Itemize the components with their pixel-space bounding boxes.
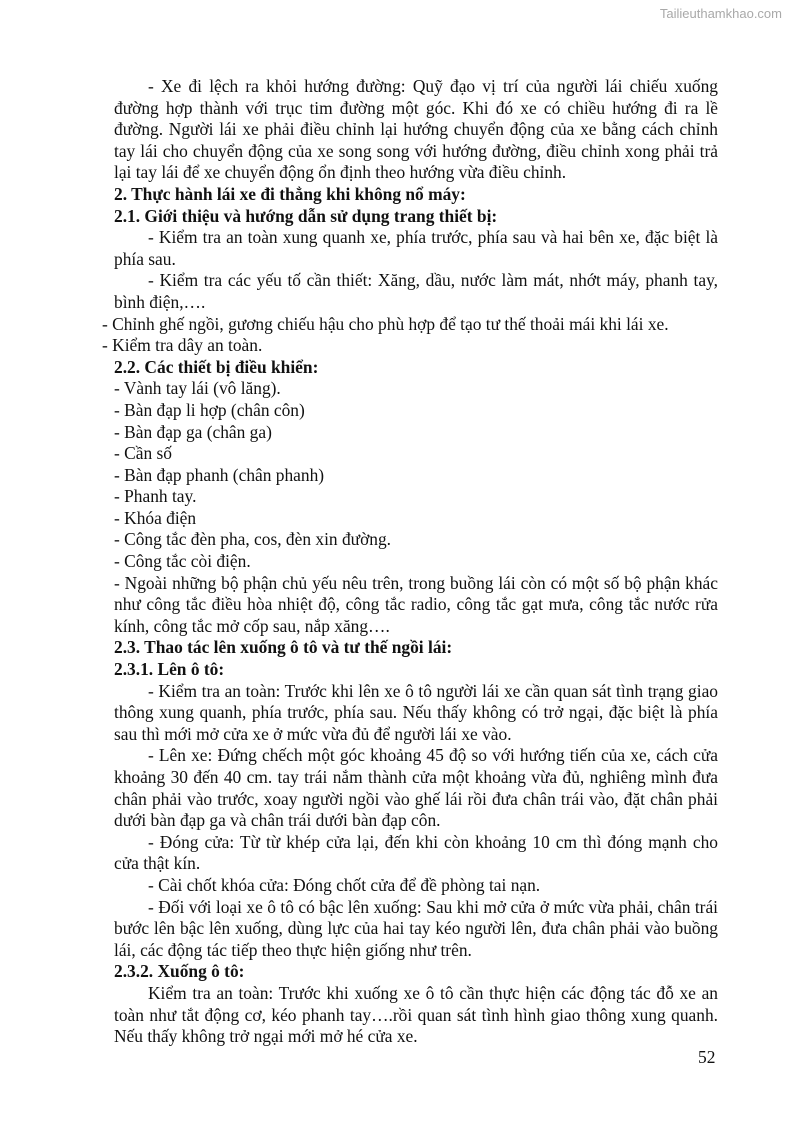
list-item: - Cần số bbox=[114, 443, 172, 464]
heading-section-2-3-2: 2.3.2. Xuống ô tô: bbox=[114, 961, 245, 982]
list-item: - Bàn đạp li hợp (chân côn) bbox=[114, 399, 305, 420]
paragraph-seatbelt: - Kiểm tra dây an toàn. bbox=[102, 335, 263, 356]
paragraph-safety-check: - Kiểm tra an toàn xung quanh xe, phía trước, phía sau và hai bên xe, đặc biệt là phía sau. bbox=[114, 227, 718, 269]
heading-section-2-3-1: 2.3.1. Lên ô tô: bbox=[114, 659, 225, 680]
paragraph-entry-safety: - Kiểm tra an toàn: Trước khi lên xe ô tô người lái xe cần quan sát tình trạng giao thông xung quanh, phía trước, phía sau. Nếu thấy không có trở ngại, đặc biệt là phía sau thì mới mở cửa xe ở mức vừa đủ để người lái xe vào. bbox=[114, 680, 718, 744]
paragraph-exit-safety: Kiểm tra an toàn: Trước khi xuống xe ô tô cần thực hiện các động tác đỗ xe an toàn như tắt động cơ, kéo phanh tay….rồi quan sát tình hình giao thông xung quanh. Nếu thấy không trở ngại mới mở hé cửa xe. bbox=[114, 982, 718, 1047]
paragraph-step-vehicle: - Đối với loại xe ô tô có bậc lên xuống: Sau khi mở cửa ở mức vừa phải, chân trái bước lên bậc lên xuống, dùng lực của hai tay kéo người lên, đưa chân phải vào buồng lái, các động tác tiếp theo thực hiện giống như trên. bbox=[114, 896, 718, 960]
heading-section-2-2: 2.2. Các thiết bị điều khiển: bbox=[114, 356, 319, 377]
list-item: - Vành tay lái (vô lăng). bbox=[114, 378, 281, 399]
list-item: - Công tắc còi điện. bbox=[114, 551, 251, 572]
heading-section-2-3: 2.3. Thao tác lên xuống ô tô và tư thế ngồi lái: bbox=[114, 637, 453, 658]
heading-section-2-1: 2.1. Giới thiệu và hướng dẫn sử dụng trang thiết bị: bbox=[114, 205, 498, 226]
paragraph-close-door: - Đóng cửa: Từ từ khép cửa lại, đến khi còn khoảng 10 cm thì đóng mạnh cho cửa thật kín. bbox=[114, 831, 718, 874]
list-item: - Phanh tay. bbox=[114, 486, 197, 507]
paragraph-other-controls: - Ngoài những bộ phận chủ yếu nêu trên, trong buồng lái còn có một số bộ phận khác như công tắc điều hòa nhiệt độ, công tắc radio, công tắc gạt mưa, công tắc nước rửa kính, công tắc mở cốp sau, nắp xăng…. bbox=[114, 572, 718, 636]
list-item: - Khóa điện bbox=[114, 507, 197, 528]
list-item: - Công tắc đèn pha, cos, đèn xin đường. bbox=[114, 529, 392, 550]
paragraph-lock-door: - Cài chốt khóa cửa: Đóng chốt cửa để đề phòng tai nạn. bbox=[148, 874, 541, 895]
list-item: - Bàn đạp phanh (chân phanh) bbox=[114, 464, 325, 485]
page-number: 52 bbox=[698, 1047, 716, 1067]
paragraph-getting-in: - Lên xe: Đứng chếch một góc khoảng 45 độ so với hướng tiến của xe, cách cửa khoảng 30 đến 40 cm. tay trái nắm thành cửa một khoảng vừa đủ, nghiêng mình đưa chân phải vào trước, xoay người ngồi vào ghế lái rồi đưa chân trái vào, đặt chân phải dưới bàn đạp ga và chân trái dưới bàn đạp côn. bbox=[114, 745, 718, 831]
paragraph-seat-adjust: - Chỉnh ghế ngồi, gương chiếu hậu cho phù hợp để tạo tư thế thoải mái khi lái xe. bbox=[102, 313, 669, 334]
watermark: Tailieuthamkhao.com bbox=[659, 6, 782, 21]
heading-section-2: 2. Thực hành lái xe đi thẳng khi không nổ máy: bbox=[114, 183, 466, 204]
paragraph-lane-deviation: - Xe đi lệch ra khỏi hướng đường: Quỹ đạo vị trí của người lái chiếu xuống đường hợp thành với trục tim đường một góc. Khi đó xe có chiều hướng đi ra lề đường. Người lái xe phải điều chỉnh lại hướng chuyển động của xe bằng cách chỉnh tay lái cho chuyển động của xe song song với hướng đường, điều chỉnh xong phải trả lại tay lái để xe chuyển động ổn định theo hướng vừa điều chỉnh. bbox=[114, 76, 718, 183]
document-body bbox=[102, 76, 718, 1048]
list-item: - Bàn đạp ga (chân ga) bbox=[114, 421, 272, 442]
paragraph-fluid-check: - Kiểm tra các yếu tố cần thiết: Xăng, dầu, nước làm mát, nhớt máy, phanh tay, bình điện,…. bbox=[114, 270, 718, 312]
